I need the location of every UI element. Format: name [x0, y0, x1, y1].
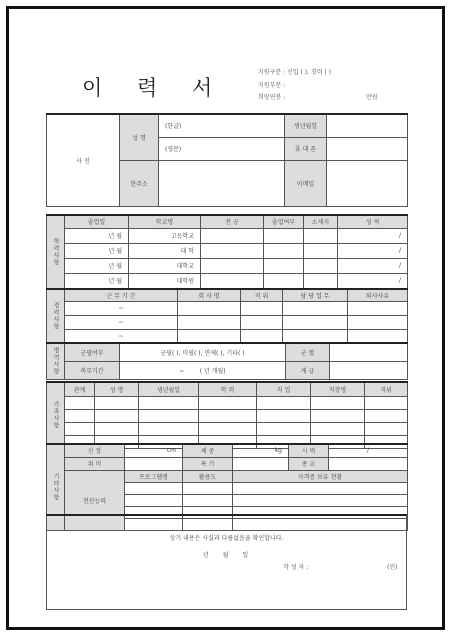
table-row	[47, 396, 408, 409]
cert-field[interactable]	[233, 494, 408, 506]
name-korean-field[interactable]: (한글)	[159, 114, 285, 137]
confirmation-box	[46, 514, 407, 610]
edu-school[interactable]: 대 학	[129, 243, 201, 258]
military-duty-label: 군필여부	[65, 343, 120, 361]
table-row	[47, 422, 408, 435]
family-cell[interactable]	[95, 409, 139, 422]
edu-major[interactable]	[201, 228, 264, 243]
military-period-from: ~	[179, 367, 185, 375]
apply-department: 지원부문 :	[258, 81, 286, 89]
edu-date[interactable]: 년 월	[65, 243, 129, 258]
family-cell[interactable]	[65, 422, 95, 435]
family-cell[interactable]	[257, 409, 311, 422]
birth-label: 생년월일	[285, 114, 327, 137]
level-field[interactable]	[183, 482, 233, 494]
application-info	[258, 67, 331, 105]
photo-box: 사 진	[47, 114, 120, 206]
table-row	[47, 315, 408, 329]
career-table	[46, 288, 408, 344]
address-label: 현주소	[120, 160, 159, 206]
edu-date[interactable]: 년 월	[65, 228, 129, 243]
family-header-education: 학 력	[199, 382, 257, 396]
family-header-workplace: 직장명	[311, 382, 365, 396]
table-row	[47, 273, 408, 288]
education-table	[46, 214, 408, 289]
family-cell[interactable]	[65, 396, 95, 409]
military-rank-label: 계 급	[286, 361, 330, 379]
career-position[interactable]	[241, 301, 283, 315]
family-cell[interactable]	[257, 422, 311, 435]
edu-location[interactable]	[304, 258, 338, 273]
religion-label: 종 교	[289, 457, 329, 470]
family-header-birth: 생년월일	[139, 382, 199, 396]
family-cell[interactable]	[199, 422, 257, 435]
edu-major[interactable]	[201, 273, 264, 288]
date-line[interactable]: 년 월 일	[203, 552, 255, 559]
military-period-duration: ( 년 개월)	[199, 367, 226, 375]
cert-field[interactable]	[233, 482, 408, 494]
career-header-duty: 담 당 업 무	[283, 289, 348, 301]
weight-label: 체 중	[183, 444, 233, 457]
apply-type: 지원구분 : 신입 ( ), 경력 ( )	[258, 69, 332, 76]
career-company[interactable]	[178, 329, 241, 343]
edu-status[interactable]	[264, 243, 304, 258]
family-cell[interactable]	[365, 396, 408, 409]
career-duty[interactable]	[283, 301, 348, 315]
family-cell[interactable]	[65, 409, 95, 422]
family-cell[interactable]	[95, 396, 139, 409]
family-cell[interactable]	[365, 409, 408, 422]
career-reason[interactable]	[348, 301, 408, 315]
career-period[interactable]: ~	[65, 315, 178, 329]
page-title: 이 력 서	[82, 76, 227, 100]
edu-major[interactable]	[201, 258, 264, 273]
edu-grade[interactable]: /	[338, 228, 408, 243]
confirmation-text: 상기 내용은 사실과 다름없음을 확인합니다.	[169, 535, 284, 542]
skill-field[interactable]	[233, 457, 289, 470]
edu-status[interactable]	[264, 273, 304, 288]
cert-header: 자격증 보유 현황	[233, 470, 408, 482]
education-section-label: 학력사항	[47, 215, 65, 288]
computer-label: 전산능력	[65, 470, 125, 530]
hobby-label: 취 미	[65, 457, 125, 470]
edu-major[interactable]	[201, 243, 264, 258]
name-english-field[interactable]: (영문)	[159, 137, 285, 160]
edu-date[interactable]: 년 월	[65, 258, 129, 273]
phone-label: 휴 대 폰	[285, 137, 327, 160]
edu-school[interactable]: 고등학교	[129, 228, 201, 243]
career-header-reason: 퇴사사유	[348, 289, 408, 301]
edu-header-location: 소재지	[304, 215, 338, 228]
family-cell[interactable]	[311, 396, 365, 409]
family-header-position: 직위	[365, 382, 408, 396]
table-row	[47, 329, 408, 343]
edu-status[interactable]	[264, 228, 304, 243]
career-header-company: 회 사 명	[178, 289, 241, 301]
edu-school[interactable]: 대학원	[129, 273, 201, 288]
career-header-period: 근 무 기 간	[65, 289, 178, 301]
table-row	[47, 243, 408, 258]
height-field[interactable]: cm	[125, 444, 183, 457]
edu-date[interactable]: 년 월	[65, 273, 129, 288]
seal-mark: (인)	[387, 564, 398, 571]
edu-location[interactable]	[304, 228, 338, 243]
vision-label: 시 력	[289, 444, 329, 457]
family-table	[46, 381, 408, 449]
military-duty-field[interactable]: 군필( ), 미필( ), 면제( ), 기타( )	[120, 343, 286, 361]
family-cell[interactable]	[139, 409, 199, 422]
military-section-label: 병역사항	[47, 343, 65, 379]
career-header-position: 직 위	[241, 289, 283, 301]
program-header: 프로그램명	[125, 470, 183, 482]
family-header-job: 직 업	[257, 382, 311, 396]
career-reason[interactable]	[348, 329, 408, 343]
family-cell[interactable]	[199, 409, 257, 422]
table-row	[47, 301, 408, 315]
table-row	[47, 409, 408, 422]
military-period-field[interactable]	[120, 361, 286, 379]
career-position[interactable]	[241, 329, 283, 343]
edu-grade[interactable]: /	[338, 273, 408, 288]
skill-label: 특 기	[183, 457, 233, 470]
family-cell[interactable]	[139, 396, 199, 409]
edu-header-grade: 성 적	[338, 215, 408, 228]
email-field[interactable]	[327, 160, 408, 206]
vision-field[interactable]: /	[329, 444, 408, 457]
military-period-label: 복무기간	[65, 361, 120, 379]
family-cell[interactable]	[365, 422, 408, 435]
phone-field[interactable]	[327, 137, 408, 160]
edu-grade[interactable]: /	[338, 243, 408, 258]
family-cell[interactable]	[139, 422, 199, 435]
edu-school[interactable]: 대학교	[129, 258, 201, 273]
edu-location[interactable]	[304, 273, 338, 288]
family-cell[interactable]	[257, 396, 311, 409]
family-header-relation: 관계	[65, 382, 95, 396]
program-field[interactable]	[125, 494, 183, 506]
edu-header-date: 졸업일	[65, 215, 129, 228]
etc-section-label: 기타사항	[47, 444, 65, 530]
career-position[interactable]	[241, 315, 283, 329]
apply-salary: 희망연봉 :	[258, 94, 286, 101]
weight-field[interactable]: kg	[233, 444, 289, 457]
family-cell[interactable]	[95, 422, 139, 435]
military-branch-field[interactable]	[330, 343, 408, 361]
level-field[interactable]	[183, 494, 233, 506]
edu-location[interactable]	[304, 243, 338, 258]
level-header: 활용도	[183, 470, 233, 482]
career-duty[interactable]	[283, 329, 348, 343]
salary-unit: 만원	[366, 94, 378, 101]
hobby-field[interactable]	[125, 457, 183, 470]
career-section-label: 경력사항	[47, 289, 65, 343]
table-row	[47, 228, 408, 243]
career-duty[interactable]	[283, 315, 348, 329]
family-section-label: 가족사항	[47, 382, 65, 448]
career-reason[interactable]	[348, 315, 408, 329]
address-field[interactable]	[159, 160, 285, 206]
name-label: 성 명	[120, 114, 159, 160]
career-company[interactable]	[178, 301, 241, 315]
birth-field[interactable]	[327, 114, 408, 137]
family-header-name: 성 명	[95, 382, 139, 396]
email-label: 이메일	[285, 160, 327, 206]
writer-label[interactable]: 작 성 자 :	[283, 564, 309, 571]
edu-header-school: 학교명	[129, 215, 201, 228]
edu-grade[interactable]: /	[338, 258, 408, 273]
family-cell[interactable]	[199, 396, 257, 409]
edu-status[interactable]	[264, 258, 304, 273]
edu-header-major: 전 공	[201, 215, 264, 228]
family-cell[interactable]	[311, 422, 365, 435]
personal-info-table	[46, 113, 408, 207]
edu-header-status: 졸업여부	[264, 215, 304, 228]
table-row	[47, 258, 408, 273]
career-company[interactable]	[178, 315, 241, 329]
career-period[interactable]: ~	[65, 329, 178, 343]
family-cell[interactable]	[311, 409, 365, 422]
career-period[interactable]: ~	[65, 301, 178, 315]
program-field[interactable]	[125, 482, 183, 494]
religion-field[interactable]	[329, 457, 408, 470]
military-rank-field[interactable]	[330, 361, 408, 379]
military-branch-label: 군 별	[286, 343, 330, 361]
height-label: 신 장	[65, 444, 125, 457]
military-table	[46, 342, 408, 380]
